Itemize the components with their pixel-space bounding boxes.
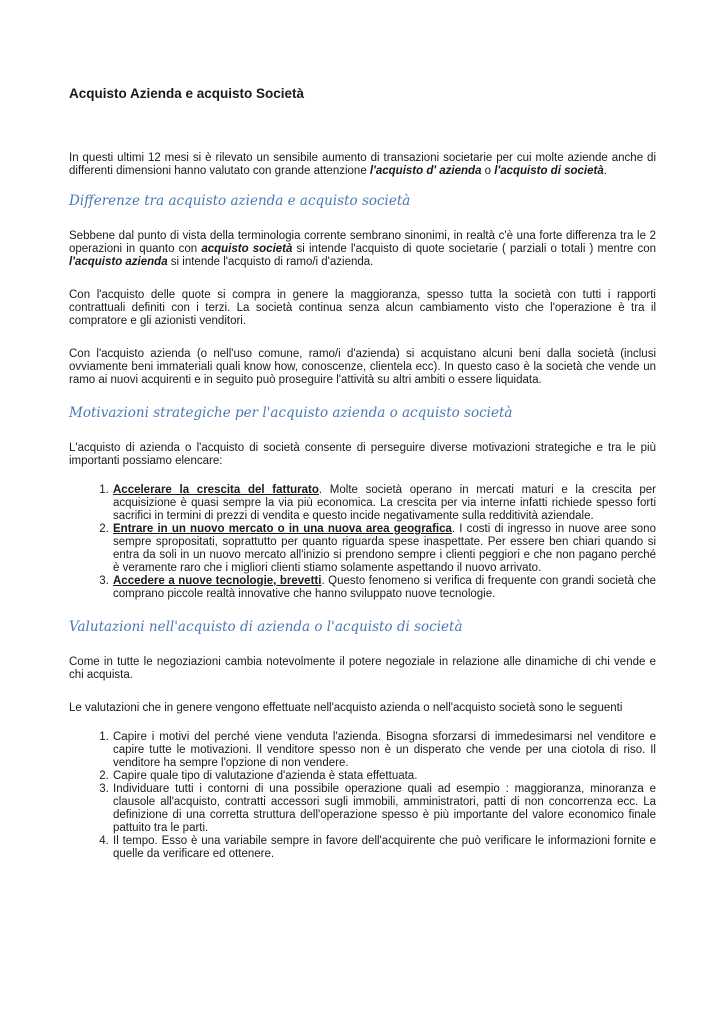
section-3-paragraph-1: Come in tutte le negoziazioni cambia notevolmente il potere negoziale in relazione alle dinamiche di chi vende e chi acquista.	[69, 656, 656, 681]
list-item: 3. Individuare tutti i contorni di una possibile operazione quali ad esempio : maggioranza, minoranza e clausole all'acquisto, contratti accessori sugli immobili, amministratori, patti di non concorrenza ecc. La definizione di una corretta struttura dell'operazione spesso è più importante del valore economico finale pattuito tra le parti.	[112, 783, 656, 835]
intro-text-3: .	[603, 165, 607, 177]
intro-paragraph	[69, 152, 656, 178]
list-item-text: . Molte società operano in mercati maturi e la crescita per acquisizione è quasi sempre la via più economica. La crescita per via interne infatti richiede spesso forti sacrifici in termini di prezzi di vendita e questo incide negativamente sulla redditività aziendale.	[113, 484, 656, 522]
list-item	[112, 523, 656, 575]
intro-text-1: In questi ultimi 12 mesi si è rilevato un sensibile aumento di transazioni societarie per cui molte aziende anche di differenti dimensioni hanno valutato con grande attenzione	[69, 152, 656, 177]
list-item-lead: Accedere a nuove tecnologie, brevetti	[113, 575, 322, 587]
list-item-lead: Entrare in un nuovo mercato o in una nuova area geografica	[113, 523, 452, 535]
s1p1-text-3: si intende l'acquisto di ramo/i d'azienda.	[167, 256, 374, 268]
valuations-list	[69, 731, 656, 861]
s1p1-emphasis-2: l'acquisto azienda	[69, 256, 168, 268]
strategic-reasons-list	[69, 484, 656, 601]
section-1-paragraph-2: Con l'acquisto delle quote si compra in genere la maggioranza, spesso tutta la società con tutti i rapporti contrattuali definiti con i terzi. La società continua senza alcun cambiamento visto che l'operazione è tra il compratore e gli azionisti venditori.	[69, 289, 656, 327]
s1p1-emphasis-1: acquisto società	[201, 243, 293, 255]
section-2-heading: Motivazioni strategiche per l'acquisto azienda o acquisto società	[69, 405, 513, 421]
list-item-text: . I costi di ingresso in nuove aree sono sempre spropositati, soprattutto per quanto riguarda spese inaspettate. Per essere ben chiari quando si entra da soli in un nuovo mercato all'inizio si prendono sempre i clienti peggiori e che non pagano perché è veramente raro che i migliori clienti stiamo solamente aspettando il nuovo arrivato.	[113, 523, 656, 574]
list-item	[112, 575, 656, 601]
section-1-heading: Differenze tra acquisto azienda e acquisto società	[69, 193, 411, 209]
s1p1-text-1: Sebbene dal punto di vista della terminologia corrente sembrano sinonimi, in realtà c'è una forte differenza tra le 2 operazioni in quanto con	[69, 230, 656, 255]
intro-emphasis-1: l'acquisto d' azienda	[369, 165, 482, 177]
section-1-paragraph-1	[69, 230, 656, 269]
list-item: 4. Il tempo. Esso è una variabile sempre in favore dell'acquirente che può verificare le informazioni fornite e quelle da verificare ed ottenere.	[112, 835, 656, 861]
section-2-paragraph-1: L'acquisto di azienda o l'acquisto di società consente di perseguire diverse motivazioni strategiche e tra le più importanti possiamo elencare:	[69, 442, 656, 467]
list-item: 2. Capire quale tipo di valutazione d'azienda è stata effettuata.	[112, 770, 656, 783]
section-3-heading: Valutazioni nell'acquisto di azienda o l'acquisto di società	[69, 619, 463, 635]
intro-text-2: o	[481, 165, 495, 177]
list-item-text: . Questo fenomeno si verifica di frequente con grandi società che comprano piccole realtà innovative che hanno sviluppato nuove tecnologie.	[113, 575, 656, 600]
document-body	[69, 152, 656, 861]
document-title: Acquisto Azienda e acquisto Società	[69, 86, 305, 101]
list-item	[112, 484, 656, 523]
list-item-lead: Accelerare la crescita del fatturato	[113, 484, 319, 496]
section-3-paragraph-2: Le valutazioni che in genere vengono effettuate nell'acquisto azienda o nell'acquisto società sono le seguenti	[69, 702, 623, 714]
section-1-paragraph-3: Con l'acquisto azienda (o nell'uso comune, ramo/i d'azienda) si acquistano alcuni beni dalla società (inclusi ovviamente beni immateriali quali know how, conoscenze, clientela ecc). In questo caso è la società che vende un ramo ai nuovi acquirenti e in seguito può proseguire l'attività su altri ambiti o essere liquidata.	[69, 348, 656, 386]
s1p1-text-2: si intende l'acquisto di quote societarie ( parziali o totali ) mentre con	[292, 243, 656, 255]
list-item: 1. Capire i motivi del perché viene venduta l'azienda. Bisogna sforzarsi di immedesimarsi nel venditore e capire tutte le motivazioni. Il venditore spesso non è un disperato che vende per una ciotola di riso. Il venditore ha sempre l'opzione di non vendere.	[112, 731, 656, 770]
intro-emphasis-2: l'acquisto di società	[494, 165, 604, 177]
